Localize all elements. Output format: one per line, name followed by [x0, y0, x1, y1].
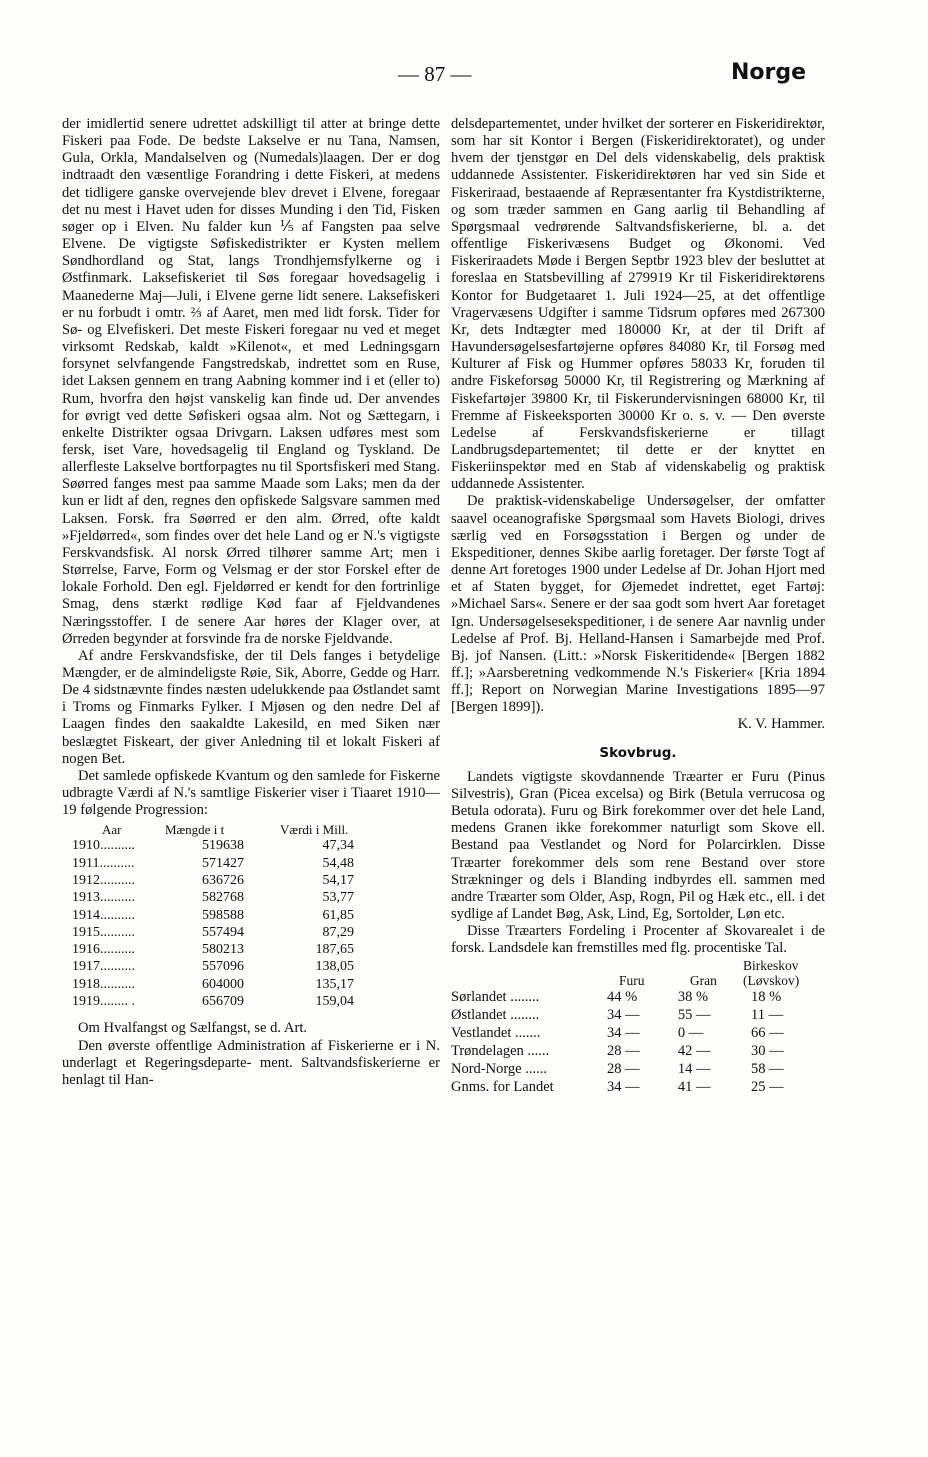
pine-cell: 44 %	[607, 988, 638, 1005]
value-cell: 47,34	[322, 838, 354, 854]
table-header-row	[451, 958, 823, 988]
spruce-cell: 38 %	[677, 988, 709, 1005]
column-header: Furu	[619, 972, 645, 988]
year-cell: 1919........ .	[72, 994, 135, 1010]
column-header	[451, 958, 599, 988]
value-cell: 54,48	[322, 855, 354, 871]
value-cell: 135,17	[315, 976, 354, 992]
quantity-cell: 519638	[202, 838, 245, 854]
birch-cell: 66 —	[751, 1024, 784, 1041]
paragraph: De praktisk-videnskabelige Undersøgelser, der omfatter saavel oceanografiske Spørgsmaal som Havets Biologi, drives særlig ved en Forsøgsstation i Bergen og under de Ekspeditioner, dennes Skibe aarlig foretager. Der første Togt af denne Art foretoges 1900 under Ledelse af Dr. Johan Hjort med et af Staten bygget, for Øjemedet indrettet, eget Fartøj: »Michael Sars«. Senere er der saa godt som hvert Aar foretaget Ign. Undersøgelsesekspeditioner, i de senere Aar navnlig under Ledelse af Prof. Bj. Helland-Hansen i Samarbejde med Prof. Bj. jof Nansen. (Litt.: »Norsk Fiskeritidende« [Bergen 1882 ff.]; »Aarsberetning vedkommende N.'s Fiskerier« [Kria 1894 ff.]; Report on Norwegian Marine Investigations 1895—97 [Bergen 1899]).	[451, 493, 825, 716]
paragraph: Af andre Ferskvandsfiske, der til Dels fanges i betydelige Mængder, er de almindeligste Røie, Sik, Aborre, Gedde og Harr. De 4 sidstnævnte findes næsten udelukkende paa Østlandet samt i Troms og Finmarks Fylker. I Mjøsen og den nedre Del af Laagen findes den saakaldte Lakesild, en med Siken nær beslægtet Fiskeart, der giver Anledning til et lokalt Fiskeri af nogen Bet.	[62, 647, 440, 767]
author-signature: K. V. Hammer.	[737, 716, 825, 733]
value-cell: 61,85	[322, 907, 354, 923]
column-header: Værdi i Mill.	[280, 822, 349, 838]
quantity-cell: 557096	[202, 959, 245, 975]
table-row	[451, 1060, 823, 1078]
value-cell: 53,77	[322, 890, 354, 906]
pine-cell: 34 —	[607, 1078, 640, 1095]
value-cell: 138,05	[315, 959, 354, 975]
year-cell: 1912..........	[72, 873, 135, 888]
region-cell: Sørlandet ........	[451, 988, 540, 1005]
column-header: Birkeskov (Løvskov)	[743, 957, 800, 988]
forest-distribution-table	[451, 958, 823, 1096]
quantity-cell: 598588	[202, 907, 245, 923]
table-row	[72, 941, 390, 958]
column-header: Mængde i t	[164, 822, 225, 838]
quantity-cell: 580213	[202, 942, 245, 958]
running-head-country: Norge	[731, 60, 807, 85]
page-header	[0, 60, 928, 90]
year-cell: 1913..........	[72, 890, 135, 906]
table-row	[451, 1024, 823, 1042]
table-row	[72, 907, 390, 924]
table-row	[451, 1006, 823, 1024]
paragraph: Disse Træarters Fordeling i Procenter af Skovarealet i de forsk. Landsdele kan fremstilles med flg. procentiske Tal.	[451, 923, 825, 957]
year-cell: 1914..........	[72, 907, 135, 923]
region-cell: Trøndelagen ......	[451, 1042, 550, 1059]
year-cell: 1918..........	[72, 976, 135, 992]
pine-cell: 28 —	[607, 1042, 640, 1059]
table-row	[72, 837, 390, 854]
quantity-cell: 557494	[202, 924, 245, 940]
quantity-cell: 582768	[202, 890, 245, 906]
year-cell: 1915..........	[72, 924, 135, 940]
table-row	[72, 872, 390, 889]
table-row	[451, 1042, 823, 1060]
pine-cell: 28 —	[607, 1060, 640, 1077]
right-column	[451, 116, 825, 1096]
table-row	[72, 924, 390, 941]
paragraph: delsdepartementet, under hvilket der sorterer en Fiskeridirektør, som har sit Kontor i Bergen (Fiskeridirektoratet), og under hvem der tjenstgør en Del dels videnskabelig, dels praktisk uddannede Assistenter. Fiskeridirektøren har ved sin Side et Fiskeriraad, bestaaende af Repræsentanter fra Kystdistrikterne, og som træder sammen en Gang aarlig til Behandling af Spørgsmaal vedrørende Saltvandsfiskerierne, bl. a. det offentlige Fiskerivæsens Budget og Økonomi. Ved Fiskeriraadets Møde i Bergen Septbr 1923 blev der besluttet at foreslaa en Statsbevilling af 279919 Kr til Fiskeridirektørens Kontor for Budgetaaret 1. Juli 1924—25, at det offentlige Vragervæsens Udgifter i samme Tidsrum opføres med 267300 Kr, dets Indtægter med 180000 Kr, at der til Drift af Havundersøgelsesfartøjerne opføres 84080 Kr, til Forsøg med Kulturer af Fisk og Hummer opføres 58033 Kr, foruden til andre Fiskeforsøg 50000 Kr, til Registrering og Mærkning af Fiskefartøjer 39800 Kr, til Fiskerundervisningen 68000 Kr, til Fremme af Fiskeeksporten 30000 Kr o. s. v. — Den øverste Ledelse af Ferskvandsfiskerierne er tillagt Landbrugsdepartementet; til dette er der knyttet en Fiskeriinspektør med en Stab af videnskabelig og praktisk uddannede Assistenter.	[451, 116, 825, 493]
region-cell: Gnms. for Landet	[451, 1078, 554, 1095]
table-row	[72, 958, 390, 975]
year-cell: 1917..........	[72, 959, 135, 975]
column-header: Gran	[689, 972, 717, 988]
birch-cell: 58 —	[751, 1060, 784, 1077]
table-row	[72, 976, 390, 993]
table-row	[72, 993, 390, 1010]
quantity-cell: 604000	[202, 976, 245, 992]
left-column	[62, 116, 440, 1089]
pine-cell: 34 —	[607, 1006, 640, 1023]
spruce-cell: 41 —	[677, 1078, 711, 1095]
section-heading: Skovbrug.	[599, 744, 677, 761]
spruce-cell: 14 —	[677, 1060, 711, 1077]
quantity-cell: 571427	[202, 855, 245, 871]
paragraph: Den øverste offentlige Administration af Fiskerierne er i N. underlagt et Regeringsdeparte- ment. Saltvandsfiskerierne er henlagt til Han-	[62, 1037, 440, 1088]
year-cell: 1911..........	[72, 855, 135, 871]
value-cell: 187,65	[315, 942, 354, 958]
region-cell: Østlandet ........	[451, 1006, 540, 1023]
paragraph: der imidlertid senere udrettet adskilligt til atter at bringe dette Fiskeri paa Fode. De bedste Lakselve er nu Tana, Namsen, Gula, Orkla, Mandalselven og (Numedals)laagen. Der er dog indtraadt den væsentlige Forandring i dette Fiskeri, at medens det tidligere ganske overvejende blev drevet i Elvene, foregaar det nu mest i Havet uden for disses Munding i den Tid, Fisken søger op i Elven. Nu falder kun ⅕ af Fangsten paa selve Elvene. De vigtigste Søfiskedistrikter er Kysten mellem Søndhordland og Stat, langs Trondhjemsfylkerne og i Østfinmark. Laksefiskeriet til Søs foregaar hovedsagelig i Maanederne Maj—Juli, i Elvene gerne lidt senere. Laksefiskeri er nu forbudt i omtr. ⅔ af Aaret, men med lidt forsk. Tider for Sø- og Elvefiskeri. Det meste Fiskeri foregaar nu ved et meget virksomt Redskab, kaldt »Kilenot«, et med Ledningsgarn forsynet selvfangende Fangstredskab, indrettet som en Ruse, idet Laksen gennem en trang Aabning kommer ind i et (eller to) Rum, hvorfra den højst vanskelig kan finde ud. Der anvendes for øvrigt ved dette Søfiskeri ogsaa alm. Not og Sættegarn, i enkelte Distrikter ogsaa Drivgarn. Laksen udføres mest som fersk, iset Vare, hovedsagelig til England og Tyskland. De allerfleste Lakselve bortforpagtes nu til Sportsfiskeri med Stang. Søørred fanges mest paa samme Maade som Laks; men da der kun er lidt af den, regnes den opfiskede Salgsvare sammen med Laksen. Forsk. fra Søørred er den alm. Ørred, ofte kaldt »Fjeldørred«, som findes over det hele Land og er N.'s vigtigste Ferskvandsfisk. Al norsk Ørred tilhører samme Art; men i Størrelse, Farve, Form og Velsmag er der stor Forskel efter de lokale Forhold. Den egl. Fjeldørred er kendt for den fortrinlige Smag, dens stærkt rødlige Kød faar af Fjeldvandenes Næringsstoffer. I de senere Aar høres der Klager over, at Ørreden begynder at forsvinde fra de norske Fjeldvande.	[62, 116, 440, 647]
column-header: Aar	[102, 822, 122, 838]
spruce-cell: 42 —	[677, 1042, 711, 1059]
spruce-cell: 0 —	[677, 1024, 704, 1041]
birch-cell: 18 %	[751, 988, 782, 1005]
year-cell: 1910..........	[72, 838, 135, 854]
quantity-cell: 656709	[202, 994, 245, 1010]
paragraph: Om Hvalfangst og Sælfangst, se d. Art.	[78, 1020, 308, 1037]
value-cell: 159,04	[315, 994, 354, 1010]
spruce-cell: 55 —	[677, 1006, 711, 1023]
pine-cell: 34 —	[607, 1024, 640, 1041]
table-row	[451, 988, 823, 1006]
quantity-cell: 636726	[202, 873, 245, 888]
year-cell: 1916..........	[72, 942, 135, 958]
paragraph: Det samlede opfiskede Kvantum og den samlede for Fiskerne udbragte Værdi af N.'s samtlige Fiskerier viser i Tiaaret 1910—19 følgende Progression:	[62, 767, 440, 819]
fishery-production-table	[72, 822, 390, 1010]
paragraph: Landets vigtigste skovdannende Træarter er Furu (Pinus Silvestris), Gran (Picea excelsa) og Birk (Betula verrucosa og Betula odorata). Furu og Birk forekommer over det hele Land, medens Granen ikke forekommer naturligt som Skove ell. Bestand paa Vestlandet og Nord for Polarcirklen. Disse Træarter forekommer dels som rene Bestand over store Strækninger og dels i Blanding indbyrdes ell. sammen med andre Træarter som Older, Asp, Rogn, Pil og Hæk etc., ell. i det sydlige af Landet Bøg, Ask, Lind, Eg, Sortolder, Løn etc.	[451, 768, 825, 923]
table-header-row	[72, 822, 390, 837]
value-cell: 54,17	[322, 873, 354, 888]
birch-cell: 11 —	[751, 1006, 784, 1023]
birch-cell: 30 —	[751, 1042, 784, 1059]
page-number: — 87 —	[398, 62, 472, 86]
value-cell: 87,29	[322, 924, 354, 940]
table-row	[72, 855, 390, 872]
birch-cell: 25 —	[751, 1078, 784, 1095]
region-cell: Nord-Norge ......	[451, 1060, 547, 1077]
table-row	[451, 1078, 823, 1096]
table-row	[72, 889, 390, 906]
region-cell: Vestlandet .......	[451, 1024, 541, 1041]
